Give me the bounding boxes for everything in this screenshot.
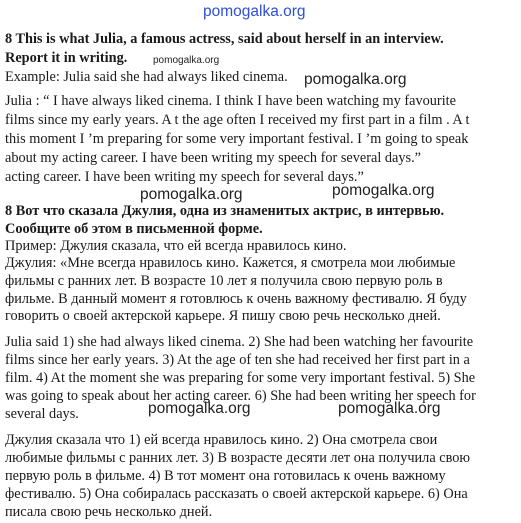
task-ru-example: Пример: Джулия сказала, что ей всегда нравилось кино. [5,238,347,254]
task-en-heading-line2: Report it in writing. [5,50,128,66]
watermark-1: pomogalka.org [304,71,407,88]
task-en-quote-line: Julia : “ I have always liked cinema. I think I have been watching my favourite [5,93,456,109]
watermark-2: pomogalka.org [140,186,243,203]
answer-ru-line: любимые фильмы с ранних лет. 3) В возрасте десяти лет она получила свою [5,450,471,466]
task-en-quote-line: about my acting career. I have been writing my speech for several days.” [5,150,422,166]
answer-en-line: films since her early years. 3) At the age of ten she had received her first part in a [5,352,470,368]
task-ru-quote-line: Джулия: «Мне всегда нравилось кино. Кажется, я смотрела мои любимые [5,255,456,271]
task-en-quote-line: acting career. I have been writing my speech for several days.” [5,169,364,185]
answer-en-line: was going to speak about her acting career. 6) She had been writing her speech for [5,388,476,404]
answer-ru-line: первую роль в фильме. 4) В тот момент она готовилась к очень важному [5,468,446,484]
task-en-quote-line: films since my early years. A t the age often I received my first part in a film . A t [5,112,470,128]
answer-ru-line: фестивалю. 5) Она собиралась рассказать о своей актерской карьере. 6) Она [5,486,468,502]
answer-en-line: film. 4) At the moment she was preparing for some very important festival. 5) She [5,370,476,386]
answer-ru-line: писала свою речь несколько дней. [5,504,213,520]
task-en-quote-line: this moment I ’m preparing for some very important festival. I ’m going to speak [5,131,469,147]
task-en-heading-line1: 8 This is what Julia, a famous actress, said about herself in an interview. [5,31,444,47]
answer-en-line: Julia said 1) she had always liked cinema. 2) She had been watching her favourite [5,334,474,350]
answer-ru-line: Джулия сказала что 1) ей всегда нравилось кино. 2) Она смотрела свои [5,432,438,448]
watermark-4: pomogalka.org [148,400,251,417]
task-ru-heading-line1: 8 Вот что сказала Джулия, одна из знаменитых актрис, в интервью. [5,203,445,219]
watermark-3: pomogalka.org [332,182,435,199]
task-ru-quote-line: говорить о своей актерской карьере. Я пишу свою речь несколько дней. [5,308,441,324]
watermark-small: pomogalka.org [153,55,220,66]
watermark-top: pomogalka.org [203,3,306,20]
task-ru-quote-line: фильмы с ранних лет. В возрасте 10 лет я получила свою первую роль в [5,273,443,289]
task-en-example: Example: Julia said she had always liked cinema. [5,69,288,85]
task-ru-heading-line2: Сообщите об этом в письменной форме. [5,221,263,237]
task-ru-quote-line: фильме. В данный момент я готовлюсь к очень важному фестивалю. Я буду [5,291,467,307]
watermark-5: pomogalka.org [338,400,441,417]
answer-en-line: several days. [5,406,79,422]
